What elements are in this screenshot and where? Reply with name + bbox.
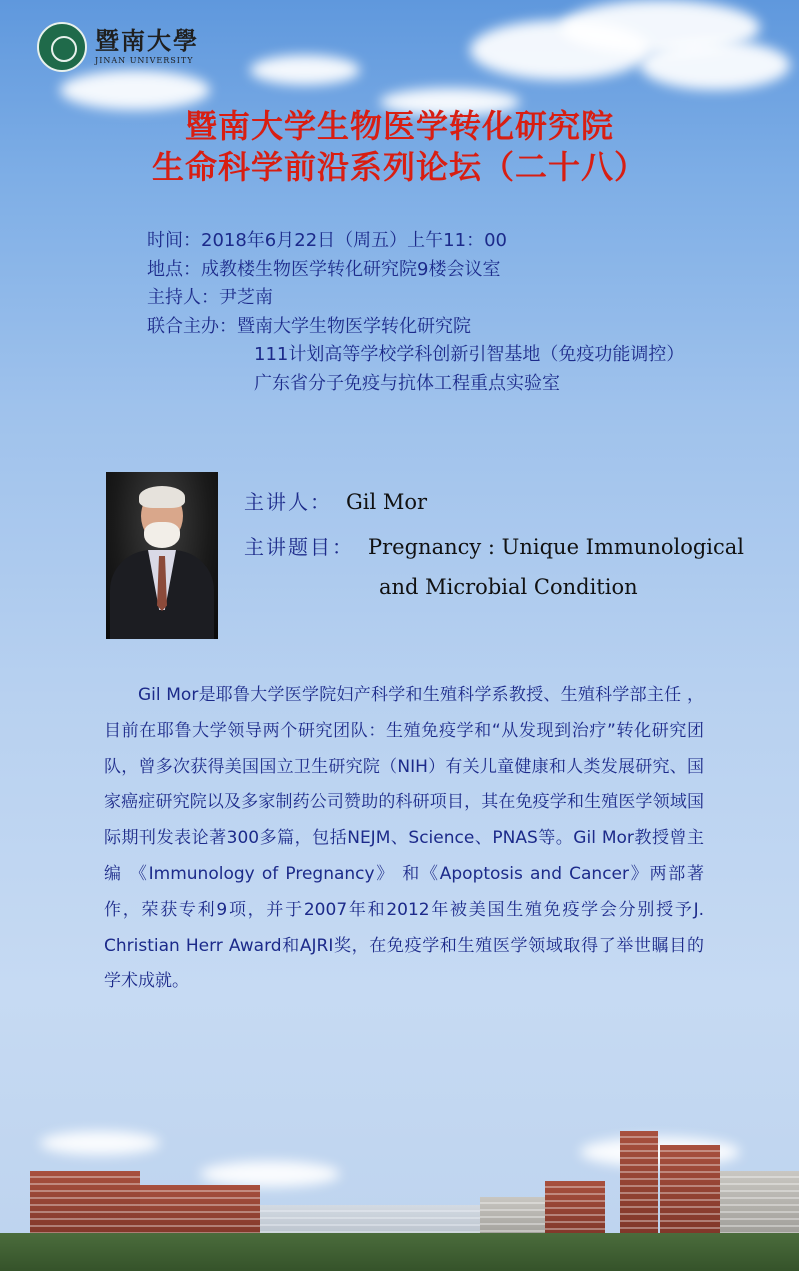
poster-title-line-1: 暨南大学生物医学转化研究院 <box>184 107 614 145</box>
event-organizer: 111计划高等学校学科创新引智基地（免疫功能调控） <box>254 344 685 365</box>
event-info <box>147 227 684 398</box>
speaker-bio-text: Gil Mor是耶鲁大学医学院妇产科学和生殖科学系教授、生殖科学部主任 ，目前在耶鲁大学领导两个研究团队：生殖免疫学和“从发现到治疗”转化研究团队，曾多次获得美国国立卫生研究院（NIH）有关儿童健康和人类发展研究、国家癌症研究院以及多家制药公司赞助的科研项目，其在免疫学和生殖医学领域国际期刊发表论著300多篇，包括NEJM、Science、PNAS等。Gil Mor教授曾主编 《Immunology of Pregnancy》 和《Apoptosis and Cancer》两部著作，荣获专利9项，并于2007年和2012年被美国生殖免疫学会分别授予J. Christian Herr Award和AJRI奖，在免疫学和生殖医学领域取得了举世瞩目的学术成就。 <box>104 685 704 992</box>
cloud <box>40 1131 160 1155</box>
university-seal-icon <box>37 22 87 72</box>
speaker-name-label: 主讲人： <box>244 490 332 514</box>
speaker-topic-line-1: Pregnancy : Unique Immunological <box>368 535 745 559</box>
logo-name-en: JINAN UNIVERSITY <box>95 56 194 65</box>
cloud <box>250 55 360 85</box>
speaker-topic-line-2: and Microbial Condition <box>379 575 638 599</box>
university-logo <box>37 22 199 72</box>
event-time: 时间：2018年6月22日（周五）上午11：00 <box>147 230 507 251</box>
building <box>660 1145 720 1241</box>
building <box>720 1171 799 1241</box>
event-place: 地点：成教楼生物医学转化研究院9楼会议室 <box>147 258 501 280</box>
photo-hair <box>139 486 185 508</box>
poster-title-line-2: 生命科学前沿系列论坛（二十八） <box>151 148 647 186</box>
photo-beard <box>144 522 180 548</box>
event-host: 主持人：尹芝南 <box>147 287 273 308</box>
campus-lawn <box>0 1233 799 1271</box>
event-organizer: 联合主办：暨南大学生物医学转化研究院 <box>147 315 471 337</box>
event-organizer: 广东省分子免疫与抗体工程重点实验室 <box>254 372 560 394</box>
campus-skyline <box>0 1131 799 1271</box>
building <box>30 1171 140 1241</box>
speaker-bio <box>104 678 704 1000</box>
speaker-photo <box>106 472 218 639</box>
logo-name-cn: 暨南大學 <box>95 26 199 55</box>
logo-text <box>95 26 199 65</box>
speaker-topic-label: 主讲题目： <box>244 535 354 559</box>
building <box>620 1131 658 1241</box>
cloud <box>640 40 790 90</box>
cloud <box>200 1161 340 1187</box>
speaker-name-row <box>244 486 427 515</box>
speaker-name: Gil Mor <box>346 490 428 514</box>
speaker-topic-row <box>244 531 744 560</box>
building <box>545 1181 605 1241</box>
